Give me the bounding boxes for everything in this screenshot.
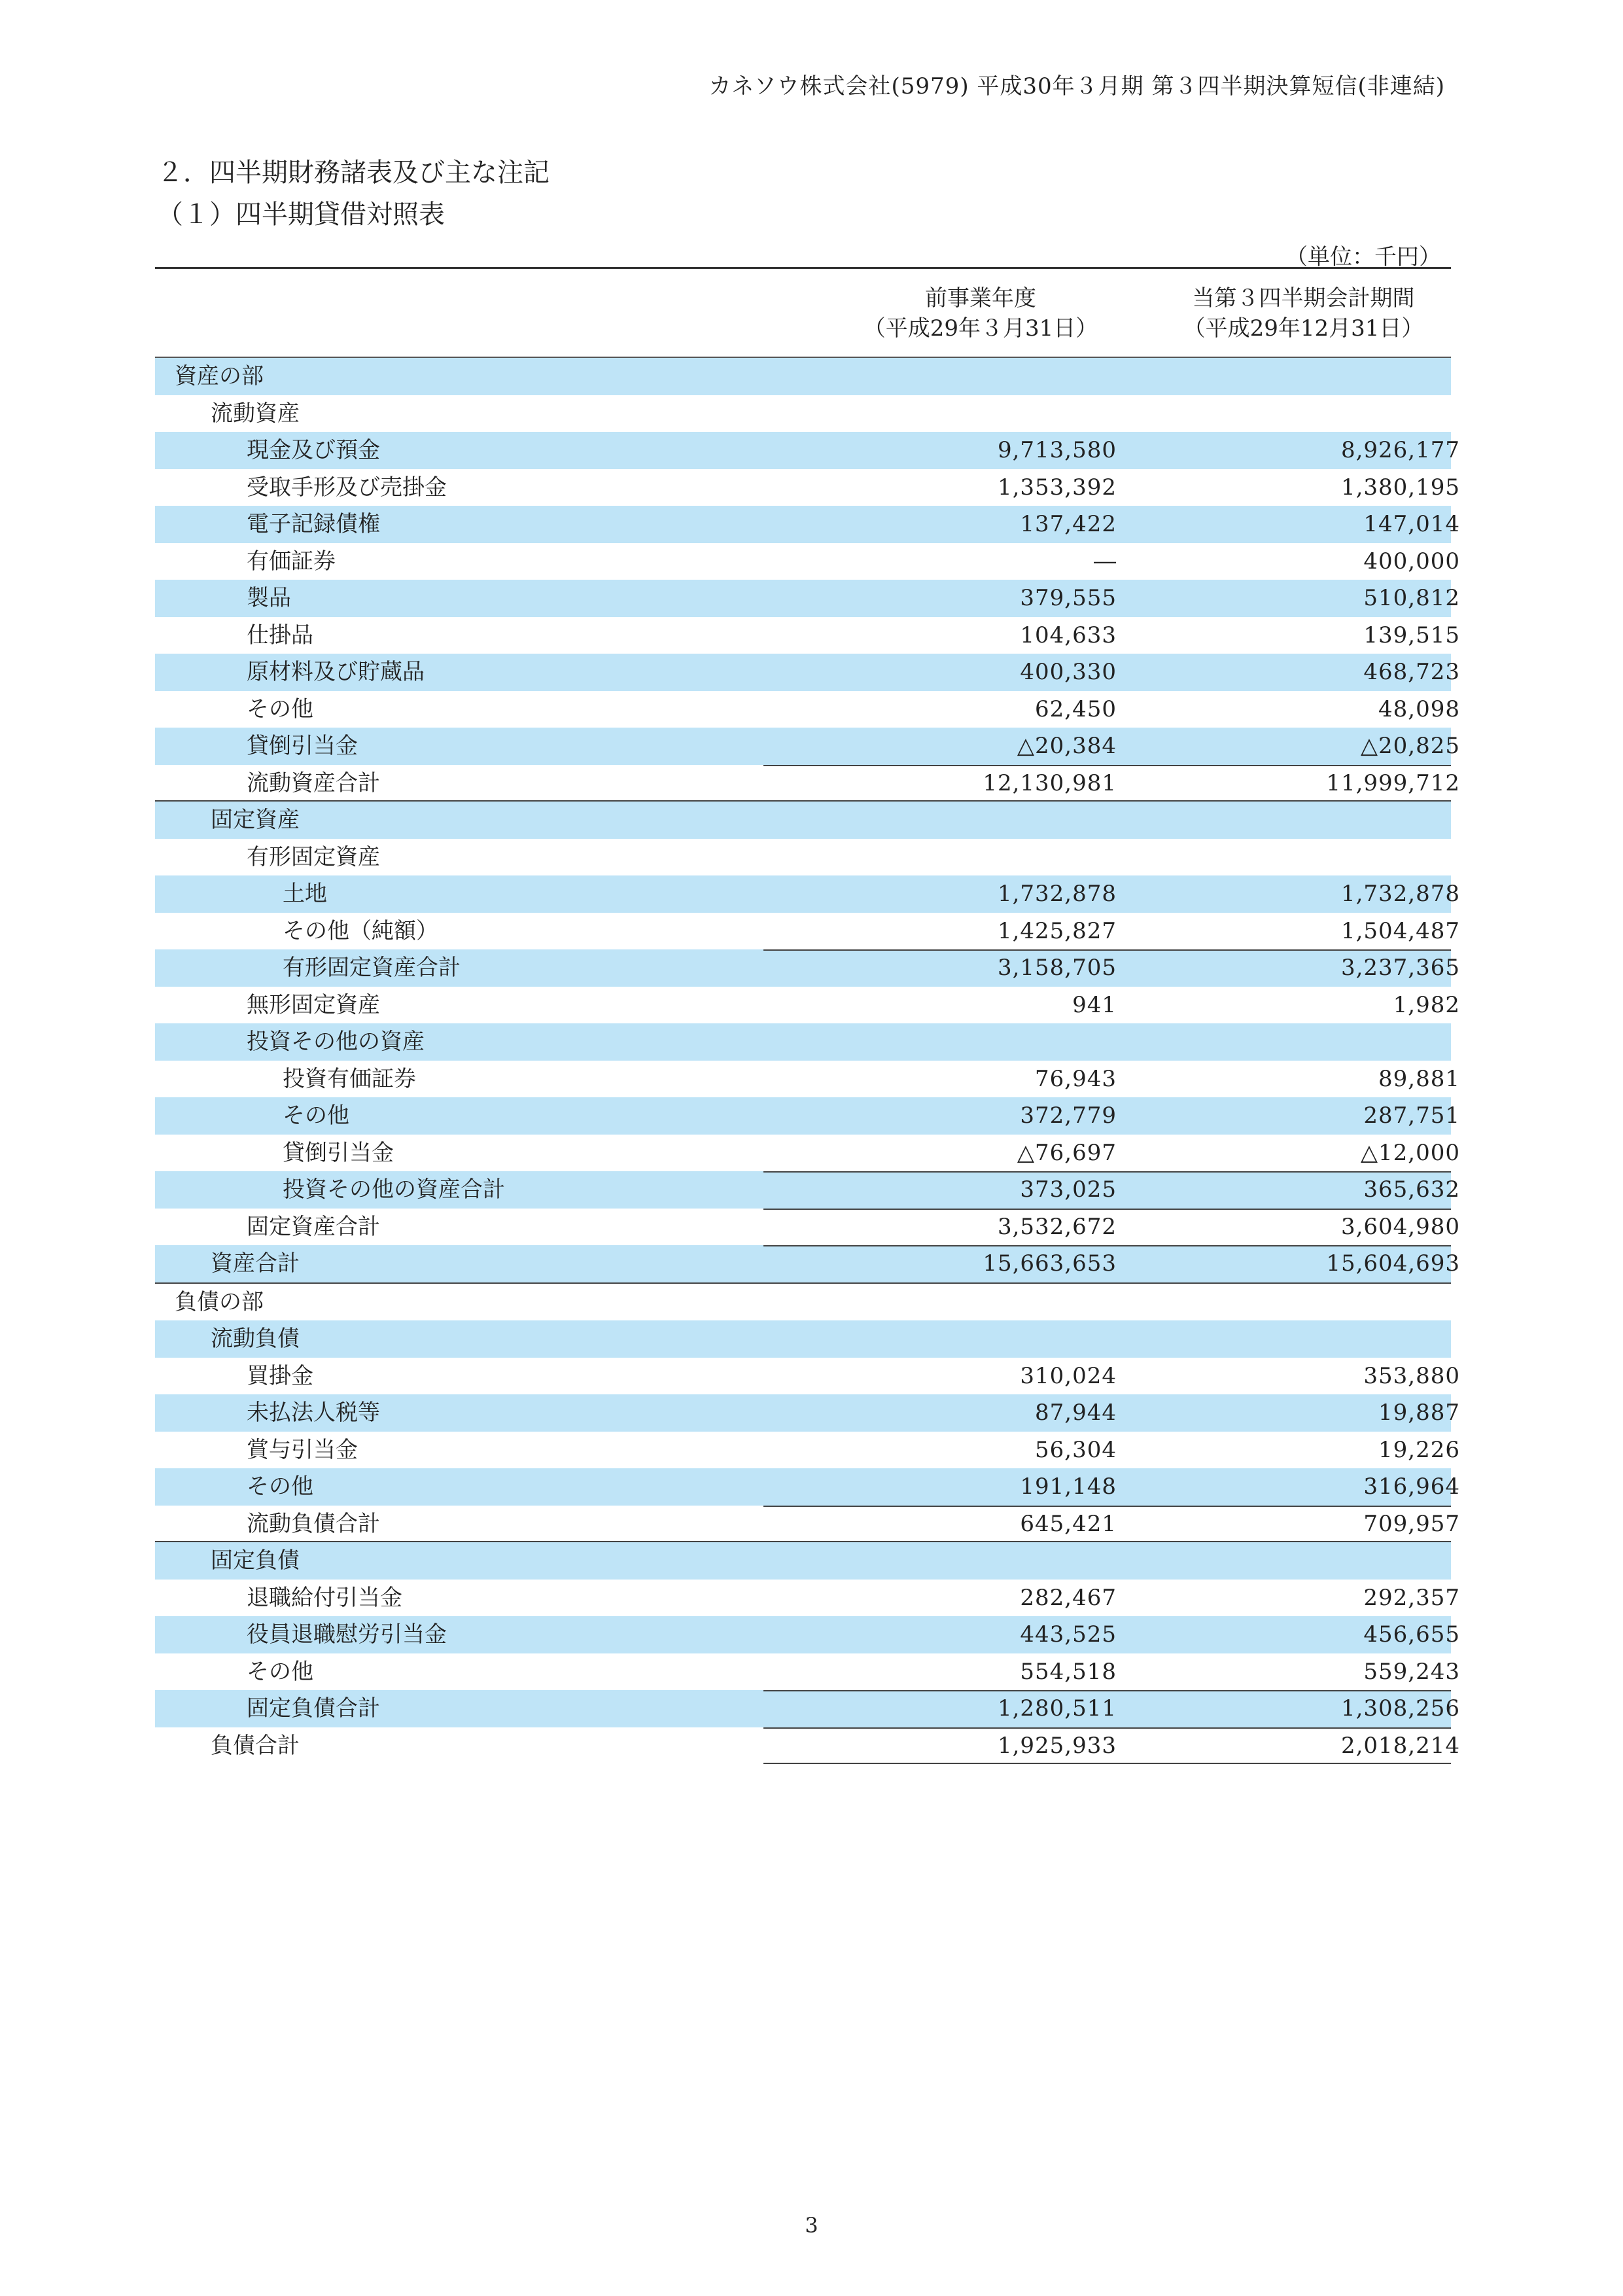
row-label: 有価証券 <box>247 548 336 574</box>
prior-value: △76,697 <box>1017 1139 1117 1166</box>
prior-value: 373,025 <box>1020 1176 1117 1203</box>
row-label: 電子記録債権 <box>247 511 380 537</box>
table-row <box>155 432 1460 469</box>
table-row-subtotal <box>155 1171 1460 1209</box>
prior-value: 137,422 <box>1020 511 1117 537</box>
row-label: 固定資産合計 <box>247 1213 380 1240</box>
row-label: 流動負債 <box>211 1326 300 1352</box>
row-label: 有形固定資産 <box>247 843 380 870</box>
row-label: 未払法人税等 <box>247 1400 380 1426</box>
row-label: 負債の部 <box>175 1288 264 1315</box>
table-row <box>155 395 1451 433</box>
prior-value: 443,525 <box>1020 1621 1117 1648</box>
row-label: 固定負債 <box>211 1547 300 1574</box>
table-row <box>155 617 1460 654</box>
row-label: 無形固定資産 <box>247 991 380 1018</box>
prior-value: 56,304 <box>1035 1436 1117 1463</box>
table-row <box>155 1320 1451 1358</box>
row-label: 買掛金 <box>247 1362 313 1389</box>
table-row <box>155 1097 1460 1135</box>
row-label: 資産合計 <box>211 1250 300 1277</box>
prior-value: 12,130,981 <box>983 769 1117 796</box>
row-label: 貸倒引当金 <box>247 733 358 759</box>
current-value: 709,957 <box>1363 1510 1460 1537</box>
current-value: 15,604,693 <box>1326 1250 1460 1277</box>
current-value: 1,308,256 <box>1340 1695 1460 1722</box>
row-label: 投資有価証券 <box>283 1065 416 1092</box>
prior-value: 372,779 <box>1020 1103 1117 1129</box>
table-row <box>155 469 1460 506</box>
current-value: 48,098 <box>1378 696 1460 722</box>
row-label: その他 <box>283 1103 349 1129</box>
unit-label: （単位：千円） <box>1285 244 1441 270</box>
table-row <box>155 1358 1460 1395</box>
prior-value: 191,148 <box>1020 1474 1117 1500</box>
table-row <box>155 506 1460 543</box>
current-value: 510,812 <box>1363 585 1460 611</box>
row-label: 原材料及び貯蔵品 <box>247 659 425 685</box>
prior-value: 76,943 <box>1035 1065 1117 1092</box>
current-period-date: （平成29年12月31日） <box>1183 315 1424 342</box>
table-row <box>155 543 1460 580</box>
table-row-subtotal <box>155 949 1460 987</box>
current-value: 287,751 <box>1363 1103 1460 1129</box>
table-row <box>155 1061 1460 1098</box>
table-row <box>155 1432 1460 1469</box>
row-label: 固定負債合計 <box>247 1695 380 1722</box>
prior-value: 310,024 <box>1020 1362 1117 1389</box>
row-label: 投資その他の資産 <box>247 1029 425 1055</box>
prior-value: 554,518 <box>1020 1658 1117 1685</box>
current-value: 400,000 <box>1363 548 1460 574</box>
current-value: 2,018,214 <box>1340 1732 1460 1759</box>
table-row <box>155 800 1451 839</box>
prior-value: 87,944 <box>1035 1400 1117 1426</box>
table-row <box>155 913 1460 950</box>
prior-value: 3,532,672 <box>997 1213 1117 1240</box>
row-label: 固定資産 <box>211 807 300 833</box>
table-row <box>155 691 1460 728</box>
table-row <box>155 1394 1460 1432</box>
prior-value: 941 <box>1072 991 1117 1018</box>
prior-value: 9,713,580 <box>997 437 1117 463</box>
prior-period-date: （平成29年３月31日） <box>863 315 1098 342</box>
prior-value: 400,330 <box>1020 659 1117 685</box>
prior-period-title: 前事業年度 <box>925 285 1036 311</box>
current-value: 3,604,980 <box>1340 1213 1460 1240</box>
prior-value: 645,421 <box>1020 1510 1117 1537</box>
current-value: 1,504,487 <box>1340 917 1460 944</box>
current-value: 365,632 <box>1363 1176 1460 1203</box>
row-label: 資産の部 <box>175 363 264 389</box>
table-row <box>155 1023 1451 1061</box>
row-label: 製品 <box>247 585 291 611</box>
current-value: 11,999,712 <box>1326 769 1460 796</box>
prior-period-header <box>811 283 1151 344</box>
table-row-total <box>155 1245 1460 1284</box>
row-label: 土地 <box>283 881 327 907</box>
row-label: その他（純額） <box>283 917 438 944</box>
table-row <box>155 875 1460 913</box>
table-row <box>155 1284 1451 1321</box>
row-label: 賞与引当金 <box>247 1436 358 1463</box>
prior-value: 1,925,933 <box>997 1732 1117 1759</box>
current-value: △20,825 <box>1360 733 1460 759</box>
row-label: 流動資産 <box>211 400 300 427</box>
current-value: 1,732,878 <box>1340 881 1460 907</box>
row-label: 流動資産合計 <box>247 769 380 796</box>
prior-value: 1,732,878 <box>997 881 1117 907</box>
total-bottom-rule <box>763 1763 1451 1764</box>
current-value: 147,014 <box>1363 511 1460 537</box>
prior-value: ― <box>1094 548 1117 574</box>
row-label: 仕掛品 <box>247 622 313 648</box>
row-label: 負債合計 <box>211 1732 300 1759</box>
current-value: 559,243 <box>1363 1658 1460 1685</box>
table-row <box>155 1653 1460 1691</box>
current-value: 3,237,365 <box>1340 955 1460 981</box>
row-label: その他 <box>247 1658 313 1685</box>
table-row <box>155 1541 1451 1580</box>
current-value: 19,887 <box>1378 1400 1460 1426</box>
page-number: 3 <box>805 2213 818 2238</box>
table-row <box>155 987 1460 1024</box>
row-label: 流動負債合計 <box>247 1510 380 1537</box>
table-row-subtotal <box>155 765 1460 802</box>
current-value: 1,380,195 <box>1340 474 1460 501</box>
balance-sheet-table <box>155 267 1460 1764</box>
row-label: 有形固定資産合計 <box>283 955 461 981</box>
prior-value: 3,158,705 <box>997 955 1117 981</box>
table-row <box>155 1135 1460 1172</box>
table-row-total <box>155 1727 1460 1765</box>
current-value: 292,357 <box>1363 1584 1460 1611</box>
row-label: 退職給付引当金 <box>247 1584 402 1611</box>
prior-value: 1,353,392 <box>997 474 1117 501</box>
row-label: 投資その他の資産合計 <box>283 1176 505 1203</box>
prior-value: 379,555 <box>1020 585 1117 611</box>
table-row <box>155 1580 1460 1617</box>
row-label: その他 <box>247 696 313 722</box>
current-value: 353,880 <box>1363 1362 1460 1389</box>
table-row-subtotal <box>155 1209 1460 1246</box>
prior-value: 1,425,827 <box>997 917 1117 944</box>
row-label: 役員退職慰労引当金 <box>247 1621 447 1648</box>
table-row-subtotal <box>155 1690 1460 1727</box>
current-value: 139,515 <box>1363 622 1460 648</box>
row-label: 受取手形及び売掛金 <box>247 474 447 501</box>
row-label: 貸倒引当金 <box>283 1139 394 1166</box>
section-title: ２．四半期財務諸表及び主な注記 <box>157 158 550 188</box>
current-value: 8,926,177 <box>1340 437 1460 463</box>
subsection-title: （１）四半期貸借対照表 <box>157 200 445 230</box>
table-row <box>155 1616 1460 1653</box>
current-value: △12,000 <box>1360 1139 1460 1166</box>
table-row-subtotal <box>155 1506 1460 1543</box>
prior-value: 62,450 <box>1035 696 1117 722</box>
table-row <box>155 728 1460 765</box>
prior-value: 15,663,653 <box>983 1250 1117 1277</box>
table-row <box>155 358 1451 395</box>
row-label: 現金及び預金 <box>247 437 380 463</box>
current-value: 1,982 <box>1393 991 1460 1018</box>
table-row <box>155 839 1451 876</box>
current-value: 89,881 <box>1378 1065 1460 1092</box>
current-period-title: 当第３四半期会計期間 <box>1192 285 1415 311</box>
document-header: カネソウ株式会社(5979) 平成30年３月期 第３四半期決算短信(非連結) <box>708 73 1445 99</box>
current-value: 456,655 <box>1363 1621 1460 1648</box>
table-row <box>155 654 1460 691</box>
prior-value: 1,280,511 <box>997 1695 1117 1722</box>
current-value: 19,226 <box>1378 1436 1460 1463</box>
prior-value: 282,467 <box>1020 1584 1117 1611</box>
current-value: 316,964 <box>1363 1474 1460 1500</box>
prior-value: △20,384 <box>1017 733 1117 759</box>
column-header-row <box>155 269 1451 358</box>
table-row <box>155 1468 1460 1506</box>
table-row <box>155 580 1460 617</box>
current-period-header <box>1156 283 1451 344</box>
row-label: その他 <box>247 1474 313 1500</box>
prior-value: 104,633 <box>1020 622 1117 648</box>
current-value: 468,723 <box>1363 659 1460 685</box>
